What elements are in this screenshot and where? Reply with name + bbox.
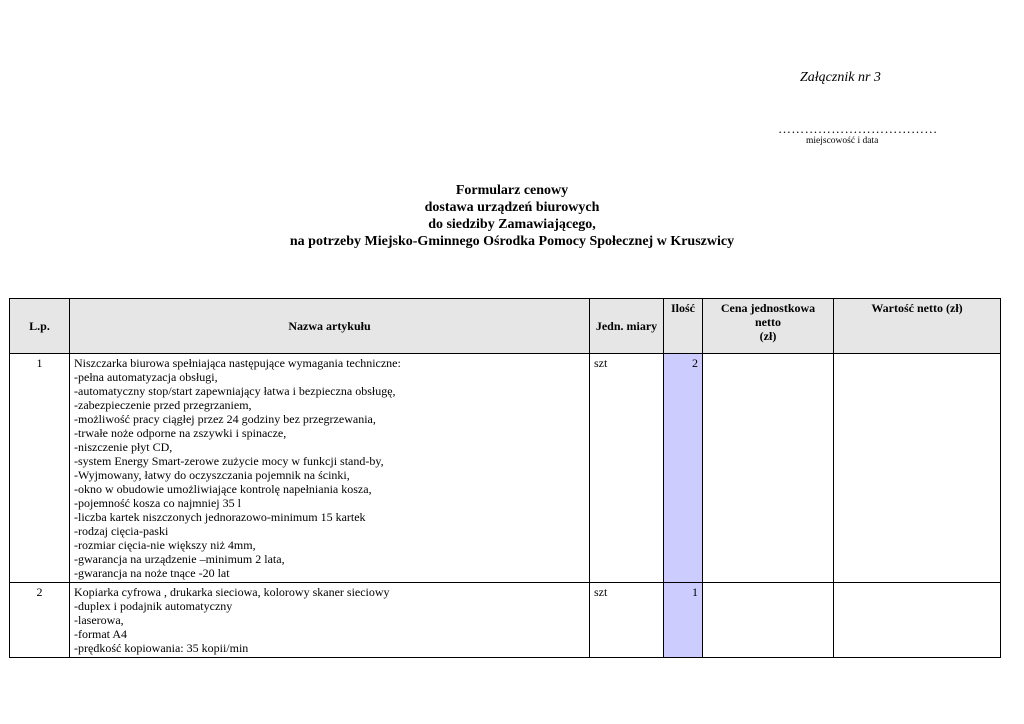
table-header-row <box>10 299 1001 354</box>
header-lp: L.p. <box>10 299 70 354</box>
row-lp: 2 <box>10 583 70 658</box>
title-line: dostawa urządzeń biurowych <box>424 200 600 215</box>
title-line: do siedziby Zamawiającego, <box>428 217 596 232</box>
row-name-line: -pełna automatyzacja obsługi, <box>74 370 218 384</box>
place-date-label: miejscowość i data <box>806 136 879 146</box>
row-name-line: -rodzaj cięcia-paski <box>74 524 169 538</box>
row-name-line: -system Energy Smart-zerowe zużycie mocy w funkcji stand-by, <box>74 454 384 468</box>
row-name-line: -gwarancja na noże tnące -20 lat <box>74 566 230 580</box>
row-name-line: -zabezpieczenie przed przegrzaniem, <box>74 398 252 412</box>
title-line: Formularz cenowy <box>455 183 569 198</box>
row-name-line: -trwałe noże odporne na zszywki i spinacze, <box>74 426 287 440</box>
row-price-cell[interactable] <box>703 354 834 583</box>
row-name-line: -gwarancja na urządzenie –minimum 2 lata, <box>74 552 285 566</box>
header-unit: Jedn. miary <box>590 299 664 354</box>
row-name-line: -okno w obudowie umożliwiające kontrolę napełniania kosza, <box>74 482 372 496</box>
row-name-line: Niszczarka biurowa spełniająca następujące wymagania techniczne: <box>74 356 401 370</box>
row-name <box>70 354 590 583</box>
row-name-line: -liczba kartek niszczonych jednorazowo-minimum 15 kartek <box>74 510 366 524</box>
annex-label: Załącznik nr 3 <box>800 70 881 85</box>
row-name-line: -duplex i podajnik automatyczny <box>74 599 233 613</box>
row-value-cell[interactable] <box>834 583 1001 658</box>
title-line: na potrzeby Miejsko-Gminnego Ośrodka Pomocy Społecznej w Kruszwicy <box>289 234 735 249</box>
row-unit: szt <box>590 583 664 658</box>
document-title <box>0 182 1024 250</box>
row-unit: szt <box>590 354 664 583</box>
row-name-line: -możliwość pracy ciągłej przez 24 godziny bez przegrzewania, <box>74 412 376 426</box>
row-name-line: -rozmiar cięcia-nie większy niż 4mm, <box>74 538 256 552</box>
row-name-line: -Wyjmowany, łatwy do oczyszczania pojemnik na ścinki, <box>74 468 350 482</box>
place-date-dots: ……………………………… <box>778 121 938 136</box>
header-price <box>703 299 834 354</box>
header-price-line: Cena jednostkowa <box>720 301 816 315</box>
table-row <box>10 583 1001 658</box>
header-price-line: netto <box>755 315 781 329</box>
row-name-line: -prędkość kopiowania: 35 kopii/min <box>74 641 249 655</box>
row-name-line: -niszczenie płyt CD, <box>74 440 173 454</box>
price-table <box>9 298 1001 658</box>
header-name: Nazwa artykułu <box>70 299 590 354</box>
header-value: Wartość netto (zł) <box>834 299 1001 354</box>
row-name-line: -laserowa, <box>74 613 124 627</box>
header-price-line: (zł) <box>759 329 777 343</box>
header-qty: Ilość <box>664 299 703 354</box>
row-qty: 1 <box>664 583 703 658</box>
row-name-line: -format A4 <box>74 627 127 641</box>
row-value-cell[interactable] <box>834 354 1001 583</box>
row-name-line: -automatyczny stop/start zapewniający łatwa i bezpieczna obsługę, <box>74 384 396 398</box>
row-qty: 2 <box>664 354 703 583</box>
row-lp: 1 <box>10 354 70 583</box>
row-name <box>70 583 590 658</box>
row-name-line: Kopiarka cyfrowa , drukarka sieciowa, kolorowy skaner sieciowy <box>74 585 390 599</box>
row-price-cell[interactable] <box>703 583 834 658</box>
row-name-line: -pojemność kosza co najmniej 35 l <box>74 496 241 510</box>
table-row <box>10 354 1001 583</box>
